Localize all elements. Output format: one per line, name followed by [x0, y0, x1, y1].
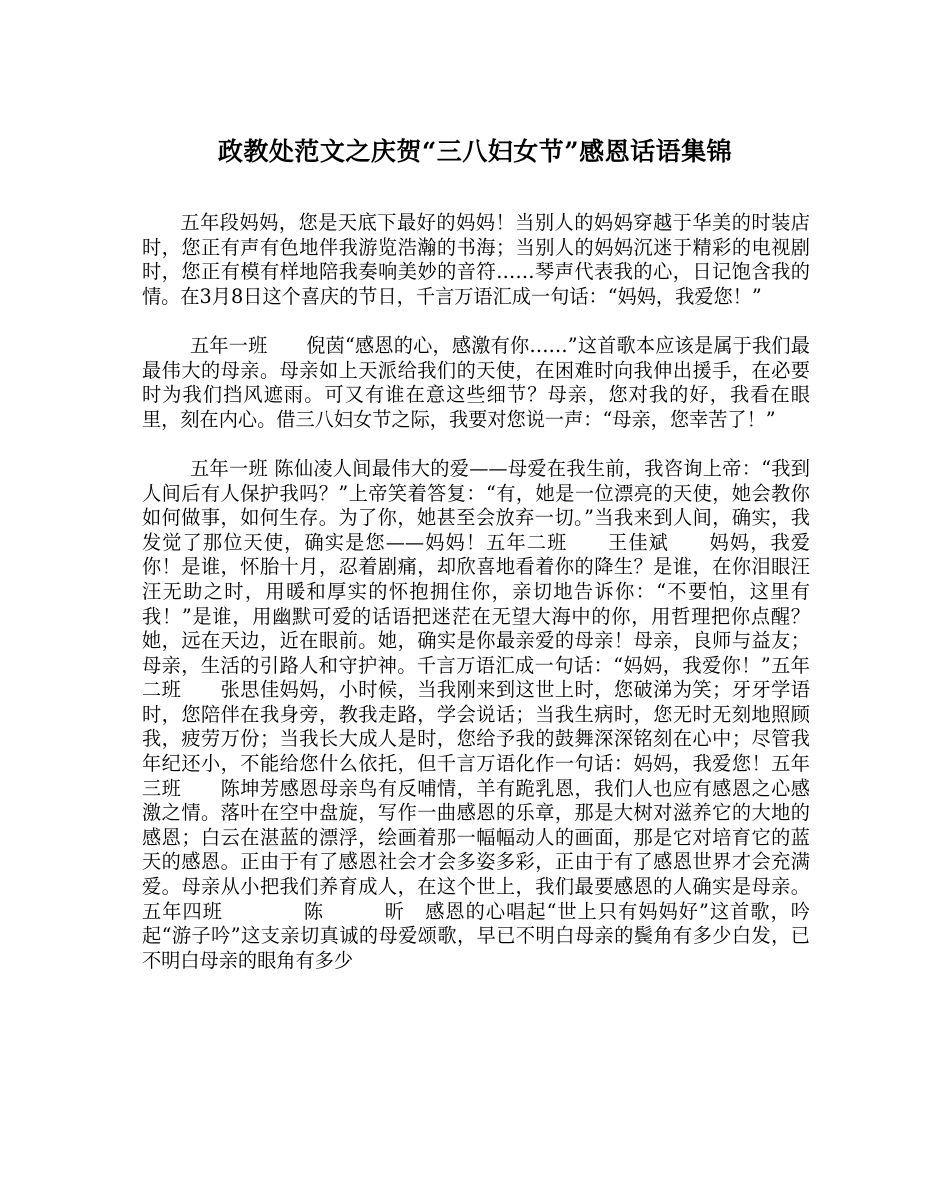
document-body — [142, 211, 810, 973]
document-title: 政教处范文之庆贺“三八妇女节”感恩话语集锦 — [217, 137, 733, 166]
paragraph-class1-chen-xianling: 五年一班 陈仙凌人间最伟大的爱——母爱在我生前，我咨询上帝：“我到人间后有人保护我吗？”上帝笑着答复：“有，她是一位漂亮的天使，她会教你如何做事，如何生存。为了你，她甚至会放弃一切。”当我来到人间，确实，我发觉了那位天使，确实是您——妈妈！五年二班 王佳斌 妈妈，我爱你！是谁，怀胎十月，忍着剧痛，却欣喜地看着你的降生？是谁，在你泪眼汪汪无助之时，用暖和厚实的怀抱拥住你，亲切地告诉你：“不要怕，这里有我！”是谁，用幽默可爱的话语把迷茫在无望大海中的你，用哲理把你点醒？她，远在天边，近在眼前。她，确实是你最亲爱的母亲！母亲，良师与益友；母亲，生活的引路人和守护神。千言万语汇成一句话：“妈妈，我爱你！”五年二班 张思佳妈妈，小时候，当我刚来到这世上时，您破涕为笑；牙牙学语时，您陪伴在我身旁，教我走路，学会说话；当我生病时，您无时无刻地照顾我，疲劳万份；当我长大成人是时，您给予我的鼓舞深深铭刻在心中；尽管我年纪还小，不能给您什么依托，但千言万语化作一句话：妈妈，我爱您！五年三班 陈坤芳感恩母亲鸟有反哺情，羊有跪乳恩，我们人也应有感恩之心感激之情。落叶在空中盘旋，写作一曲感恩的乐章，那是大树对滋养它的大地的感恩；白云在湛蓝的漂浮，绘画着那一幅幅动人的画面，那是它对培育它的蓝天的感恩。正由于有了感恩社会才会多姿多彩，正由于有了感恩世界才会充满爱。母亲从小把我们养育成人，在这个世上，我们最要感恩的人确实是母亲。五年四班 陈 昕 感恩的心唱起“世上只有妈妈好”这首歌，吟起“游子吟”这支亲切真诚的母爱颂歌，早已不明白母亲的鬓角有多少白发，已不明白母亲的眼角有多少 — [142, 456, 810, 972]
paragraph-grade5-mother-praise: 五年段妈妈，您是天底下最好的妈妈！当别人的妈妈穿越于华美的时装店时，您正有声有色地伴我游览浩瀚的书海；当别人的妈妈沉迷于精彩的电视剧时，您正有模有样地陪我奏响美妙的音符……琴声代表我的心，日记饱含我的情。在3月8日这个喜庆的节日，千言万语汇成一句话：“妈妈，我爱您！” — [142, 211, 810, 308]
paragraph-class1-ni-yin: 五年一班 倪茵“感恩的心，感激有你……”这首歌本应该是属于我们最最伟大的母亲。母亲如上天派给我们的天使，在困难时向我伸出援手，在必要时为我们挡风遮雨。可又有谁在意这些细节？母亲，您对我的好，我看在眼里，刻在内心。借三八妇女节之际，我要对您说一声：“母亲，您幸苦了！” — [142, 333, 810, 431]
